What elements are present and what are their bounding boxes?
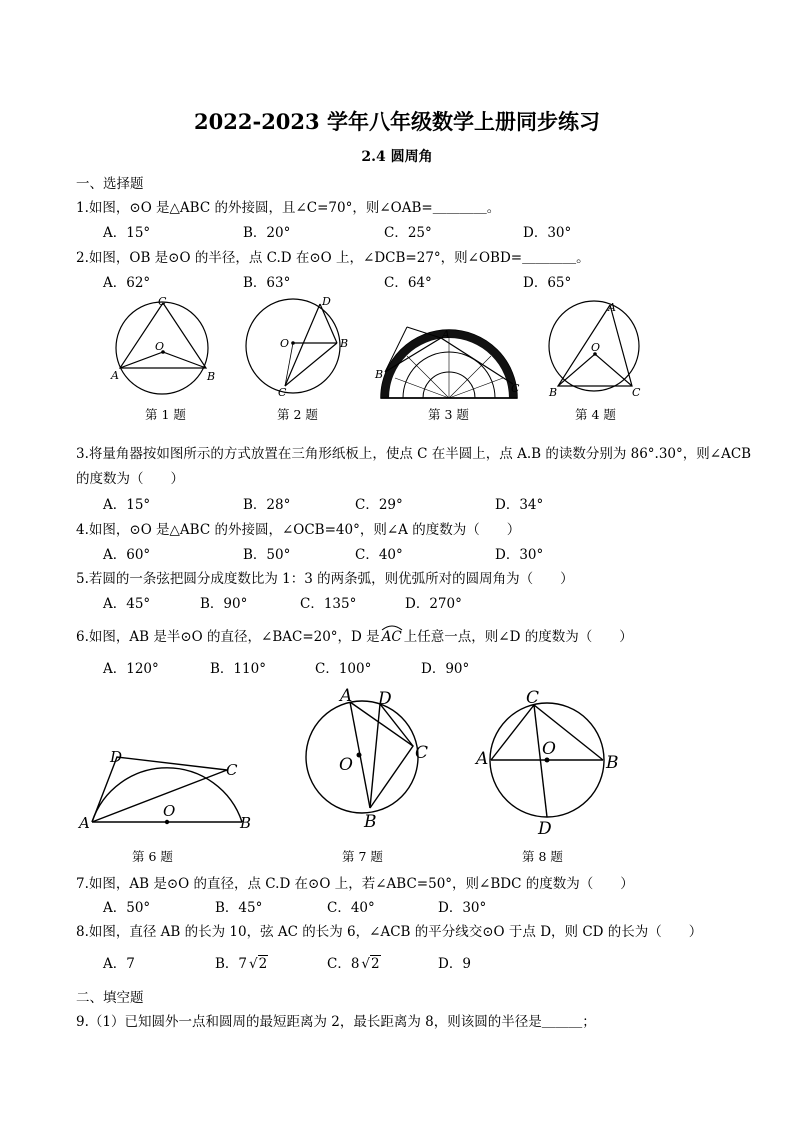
figure-2-caption: 第 2 题 — [277, 407, 318, 422]
fig4-label-a: A — [608, 301, 616, 314]
question-8-stem: 8.如图，直径 AB 的长为 10，弦 AC 的长为 6，∠ACB 的平分线交⊙O 于点 D，则 CD 的长为（ ） — [76, 924, 703, 940]
q3-option-c: C．29° — [355, 497, 403, 513]
q6-option-b: B．110° — [210, 661, 266, 677]
q1-option-a: A．15° — [103, 225, 151, 241]
fig3-label-b: B — [375, 368, 384, 381]
figure-4-circle — [540, 298, 652, 398]
fig7-label-a: A — [340, 686, 353, 706]
fig7-label-d: D — [378, 689, 392, 709]
question-1-stem: 1.如图，⊙O 是△ABC 的外接圆，且∠C=70°，则∠OAB=＿＿＿＿。 — [76, 200, 501, 216]
q4-option-b: B．50° — [243, 547, 291, 563]
q5-option-a: A．45° — [103, 596, 151, 612]
fig8-label-o: O — [542, 739, 556, 759]
q2-option-b: B．63° — [243, 275, 291, 291]
q3-option-a: A．15° — [103, 497, 151, 513]
figure-8-caption: 第 8 题 — [522, 849, 563, 864]
q6-arc-label: AC — [381, 629, 402, 645]
q6-stem-post: 上任意一点，则∠D 的度数为（ ） — [403, 629, 633, 645]
q8-option-b-radicand: 2 — [258, 956, 268, 972]
sqrt-icon: √ — [249, 956, 258, 972]
figure-3-protractor — [373, 318, 525, 402]
fig3-label-a: A — [442, 328, 450, 341]
fig1-label-b: B — [207, 370, 216, 383]
q6-arc-ac — [380, 629, 404, 645]
fig7-label-b: B — [364, 812, 377, 832]
q8-option-c-coef: C．8 — [327, 956, 360, 972]
question-7-stem: 7.如图，AB 是⊙O 的直径，点 C.D 在⊙O 上，若∠ABC=50°，则∠BDC 的度数为（ ） — [76, 876, 634, 892]
fig6-label-o: O — [163, 802, 176, 820]
fig4-label-c: C — [632, 386, 641, 398]
question-6-stem — [76, 625, 633, 645]
q8-option-b-coef: B．7 — [215, 956, 248, 972]
fig8-label-a: A — [476, 749, 489, 769]
fig2-label-b: B — [340, 337, 349, 350]
question-9-stem: 9.（1）已知圆外一点和圆周的最短距离为 2，最长距离为 8，则该圆的半径是＿＿＿； — [76, 1014, 596, 1030]
page-subtitle: 2.4 圆周角 — [361, 149, 433, 165]
sqrt-icon: √ — [361, 956, 371, 972]
figure-7-circle — [300, 684, 440, 832]
section-fill-heading: 二、填空题 — [76, 990, 144, 1006]
fig6-label-c: C — [226, 761, 238, 779]
fig4-label-o: O — [591, 341, 601, 354]
fig7-label-o: O — [339, 755, 353, 775]
q2-option-a: A．62° — [103, 275, 151, 291]
q2-option-d: D．65° — [523, 275, 572, 291]
figure-4-caption: 第 4 题 — [575, 407, 616, 422]
q1-option-c: C．25° — [384, 225, 432, 241]
q2-option-c: C．64° — [384, 275, 432, 291]
q5-option-c: C．135° — [300, 596, 357, 612]
question-3-stem-line2: 的度数为（ ） — [76, 471, 184, 487]
fig1-label-o: O — [155, 340, 165, 353]
fig1-label-c: C — [158, 296, 167, 308]
q8-option-c-radicand: 2 — [371, 956, 380, 972]
page-title: 2022-2023 学年八年级数学上册同步练习 — [194, 109, 600, 134]
figure-2-circle — [240, 296, 360, 396]
q5-option-b: B．90° — [200, 596, 248, 612]
question-3-stem-line1: 3.将量角器按如图所示的方式放置在三角形纸板上，使点 C 在半圆上，点 A.B 的读数分别为 86°.30°，则∠ACB — [76, 446, 752, 462]
fig1-label-a: A — [111, 369, 119, 382]
figure-6-semicircle — [75, 740, 260, 835]
q4-option-c: C．40° — [355, 547, 403, 563]
q4-option-d: D．30° — [495, 547, 544, 563]
q7-option-c: C．40° — [327, 900, 375, 916]
q6-option-c: C．100° — [315, 661, 372, 677]
figure-3-caption: 第 3 题 — [428, 407, 469, 422]
fig8-label-d: D — [538, 819, 552, 838]
fig3-label-c: C — [511, 382, 520, 395]
q6-option-a: A．120° — [103, 661, 159, 677]
q6-stem-pre: 6.如图，AB 是半⊙O 的直径，∠BAC=20°，D 是 — [76, 629, 380, 645]
fig6-label-a: A — [79, 814, 90, 832]
question-4-stem: 4.如图，⊙O 是△ABC 的外接圆，∠OCB=40°，则∠A 的度数为（ ） — [76, 522, 521, 538]
q3-option-b: B．28° — [243, 497, 291, 513]
figure-1-circle — [108, 296, 218, 396]
fig2-label-d: D — [322, 296, 331, 308]
q8-option-a: A．7 — [103, 956, 135, 972]
figure-8-circle — [470, 684, 630, 838]
q7-option-b: B．45° — [215, 900, 263, 916]
section-choice-heading: 一、选择题 — [76, 176, 144, 192]
q8-option-d: D．9 — [438, 956, 471, 972]
q6-option-d: D．90° — [421, 661, 470, 677]
fig8-label-c: C — [526, 688, 540, 708]
q1-option-b: B．20° — [243, 225, 291, 241]
fig2-label-c: C — [278, 386, 287, 396]
fig2-label-o: O — [280, 337, 290, 350]
fig6-label-b: B — [240, 814, 252, 832]
fig6-label-d: D — [110, 748, 123, 766]
figure-7-caption: 第 7 题 — [342, 849, 383, 864]
fig4-label-b: B — [549, 386, 558, 398]
figure-1-caption: 第 1 题 — [145, 407, 186, 422]
q7-option-a: A．50° — [103, 900, 151, 916]
q5-option-d: D．270° — [405, 596, 462, 612]
figure-6-caption: 第 6 题 — [132, 849, 173, 864]
q7-option-d: D．30° — [438, 900, 487, 916]
q4-option-a: A．60° — [103, 547, 151, 563]
question-5-stem: 5.若圆的一条弦把圆分成度数比为 1：3 的两条弧，则优弧所对的圆周角为（ ） — [76, 571, 574, 587]
q8-option-c — [327, 952, 381, 972]
q8-option-b — [215, 952, 268, 972]
q3-option-d: D．34° — [495, 497, 544, 513]
arc-symbol-icon — [380, 623, 404, 631]
fig8-label-b: B — [606, 753, 619, 773]
question-2-stem: 2.如图，OB 是⊙O 的半径，点 C.D 在⊙O 上，∠DCB=27°，则∠OBD=＿＿＿＿。 — [76, 250, 590, 266]
q1-option-d: D．30° — [523, 225, 572, 241]
fig7-label-c: C — [415, 743, 429, 763]
